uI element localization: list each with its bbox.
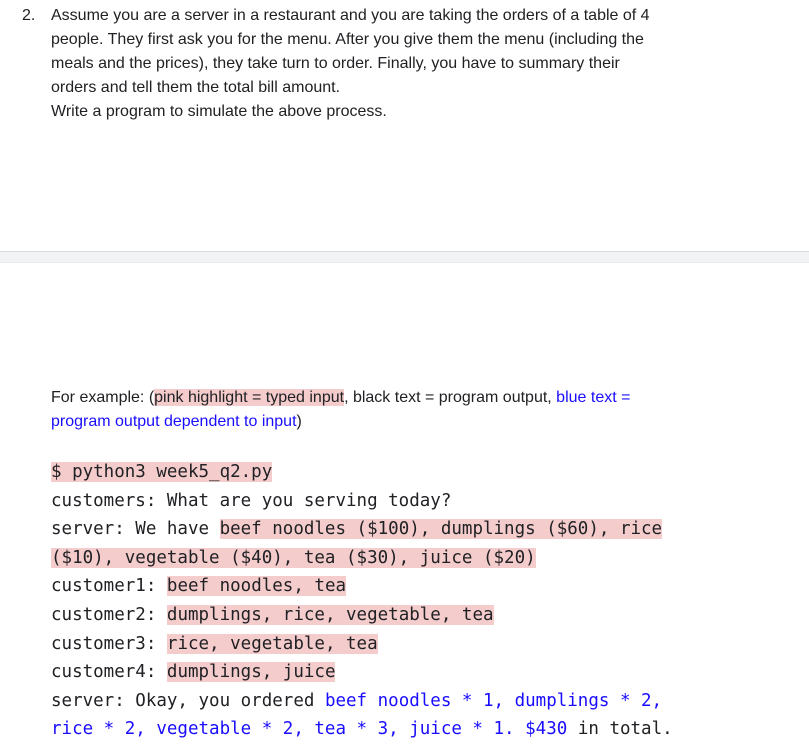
question-line: people. They first ask you for the menu. After you give them the menu (including the <box>51 31 644 48</box>
question-line: meals and the prices), they take turn to order. Finally, you have to summary their <box>51 55 620 72</box>
typed-input: rice, vegetable, tea <box>166 633 378 654</box>
legend-blue-label-cont: program output dependent to input <box>51 413 297 430</box>
terminal-line <box>51 687 771 716</box>
legend-pink-label: pink highlight = typed input <box>154 389 345 406</box>
typed-input: beef noodles ($100), dumplings ($60), rice <box>219 519 663 540</box>
terminal-transcript <box>51 458 771 744</box>
program-output: customers: What are you serving today? <box>51 490 452 511</box>
typed-input: beef noodles, tea <box>166 576 347 597</box>
program-output: server: Okay, you ordered <box>51 690 325 711</box>
program-output: in total. <box>567 719 673 740</box>
terminal-line <box>51 601 771 630</box>
terminal-line <box>51 572 771 601</box>
program-output <box>515 719 526 739</box>
question-line: orders and tell them the total bill amount. <box>51 79 341 96</box>
legend-suffix: ) <box>296 413 302 430</box>
typed-input: ($10), vegetable ($40), tea ($30), juice ($20) <box>51 547 536 568</box>
terminal-line <box>51 715 771 744</box>
customer-label: customer1: <box>51 576 167 597</box>
dependent-output: rice * 2, vegetable * 2, tea * 3, juice * 1. <box>51 719 515 740</box>
dependent-output-total: $430 <box>525 719 568 740</box>
question-line: Assume you are a server in a restaurant and you are taking the orders of a table of 4 <box>51 7 650 24</box>
terminal-line <box>51 515 771 544</box>
question-text <box>51 4 782 124</box>
legend-prefix: For example: ( <box>51 389 155 406</box>
typed-input: dumplings, juice <box>166 662 336 683</box>
page-break <box>0 251 809 263</box>
customer-label: customer2: <box>51 604 167 625</box>
example-legend <box>51 386 771 434</box>
legend-middle: , black text = program output, <box>344 389 557 406</box>
question-line: Write a program to simulate the above process. <box>51 103 387 120</box>
typed-input: dumplings, rice, vegetable, tea <box>166 604 494 625</box>
typed-command: $ python3 week5_q2.py <box>51 462 273 482</box>
terminal-line <box>51 658 771 687</box>
terminal-line <box>51 487 771 516</box>
question-block <box>22 4 782 124</box>
customer-label: customer3: <box>51 633 167 654</box>
customer-label: customer4: <box>51 662 167 683</box>
question-number: 2. <box>22 7 36 24</box>
terminal-line <box>51 630 771 659</box>
dependent-output: beef noodles * 1, dumplings * 2, <box>324 690 663 711</box>
program-output: server: We have <box>51 519 220 540</box>
terminal-line <box>51 458 771 487</box>
terminal-line <box>51 544 771 573</box>
legend-blue-label: blue text = <box>556 389 631 406</box>
